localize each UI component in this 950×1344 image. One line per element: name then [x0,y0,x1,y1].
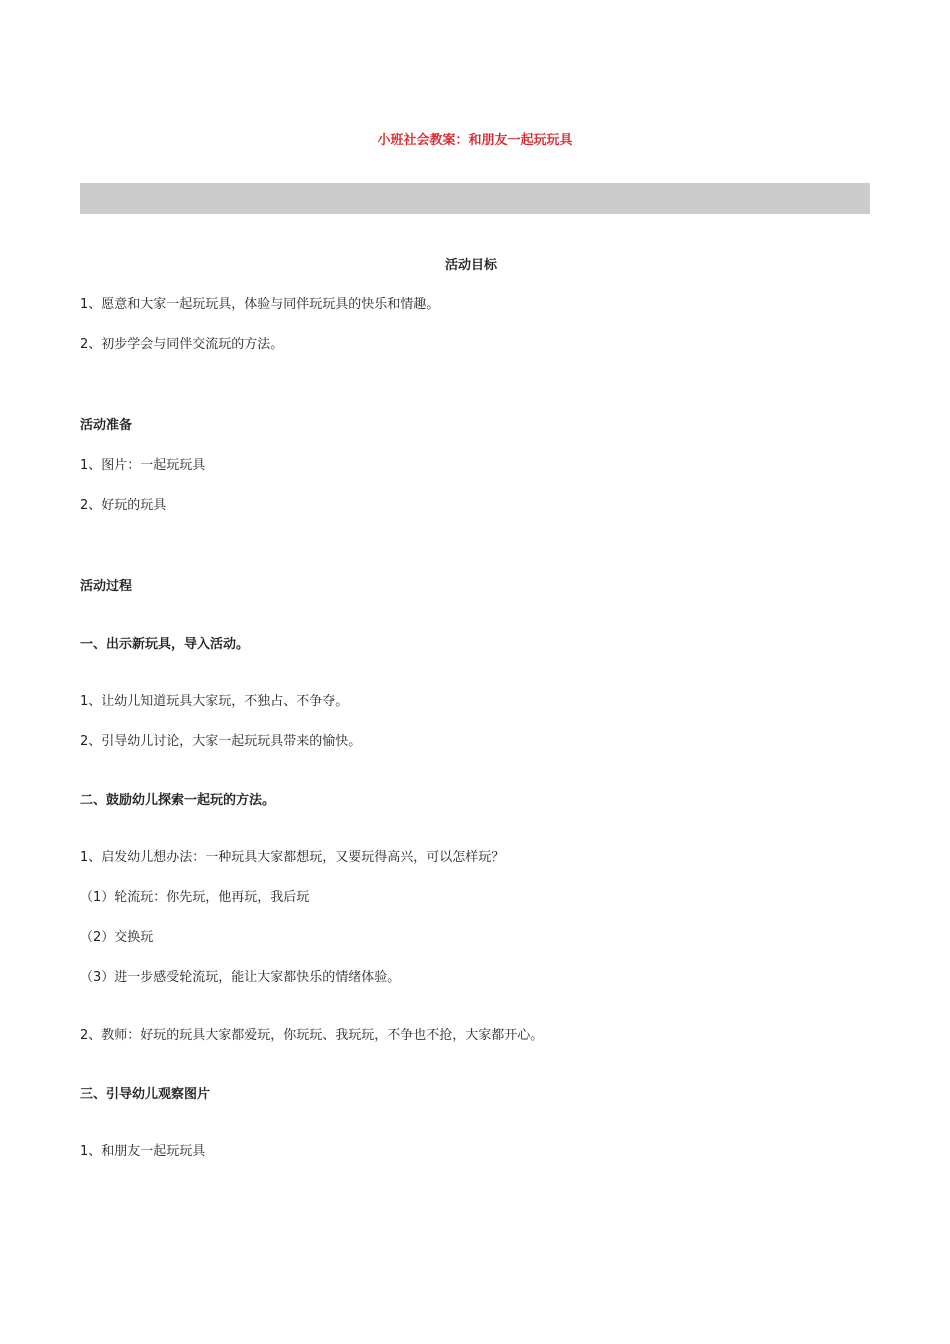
goal-item-1: 1、愿意和大家一起玩玩具，体验与同伴玩玩具的快乐和情趣。 [80,297,440,312]
section-2-heading: 二、鼓励幼儿探索一起玩的方法。 [80,793,276,808]
section-2-item-4: （3）进一步感受轮流玩，能让大家都快乐的情绪体验。 [80,970,401,985]
section-1-item-2: 2、引导幼儿讨论，大家一起玩玩具带来的愉快。 [80,734,362,749]
goals-heading: 活动目标 [444,258,497,273]
section-2-item-1: 1、启发幼儿想办法：一种玩具大家都想玩，又要玩得高兴，可以怎样玩？ [80,850,505,865]
prep-heading: 活动准备 [80,418,133,433]
goal-item-2: 2、初步学会与同伴交流玩的方法。 [80,337,284,352]
document-title: 小班社会教案：和朋友一起玩玩具 [377,133,573,148]
process-heading: 活动过程 [80,579,133,594]
section-2-item-3: （2）交换玩 [80,930,154,945]
prep-item-1: 1、图片：一起玩玩具 [80,458,206,473]
section-3-item-1: 1、和朋友一起玩玩具 [80,1144,206,1159]
section-2-item-2: （1）轮流玩：你先玩，他再玩，我后玩 [80,890,310,905]
section-3-heading: 三、引导幼儿观察图片 [80,1087,211,1102]
section-1-heading: 一、出示新玩具，导入活动。 [80,637,250,652]
section-1-item-1: 1、让幼儿知道玩具大家玩，不独占、不争夺。 [80,694,349,709]
gray-banner [80,183,870,214]
prep-item-2: 2、好玩的玩具 [80,498,167,513]
section-2-item-5: 2、教师：好玩的玩具大家都爱玩，你玩玩、我玩玩，不争也不抢，大家都开心。 [80,1028,544,1043]
